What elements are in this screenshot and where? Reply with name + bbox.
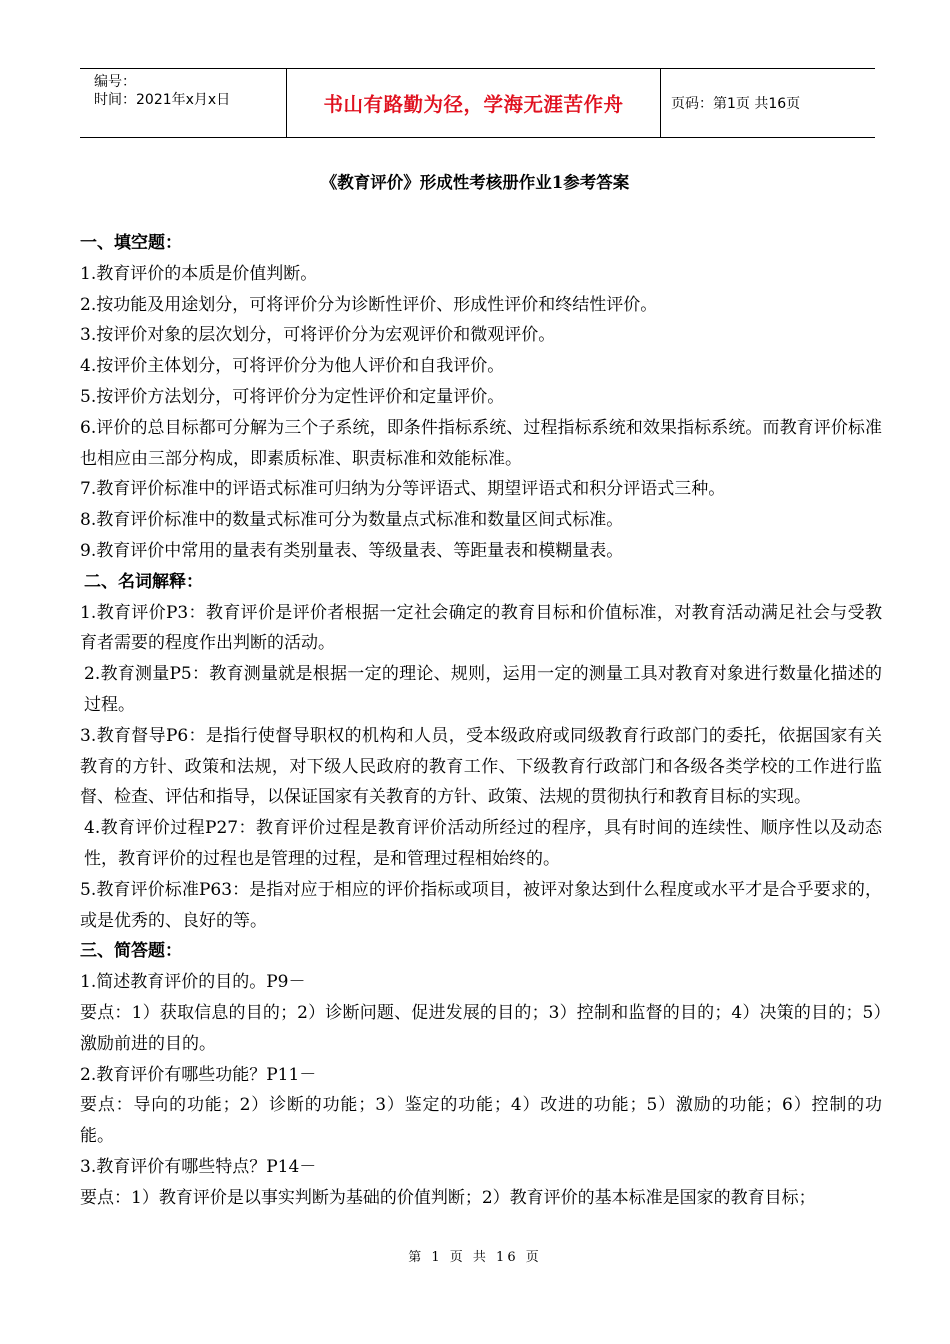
paragraph: 2.按功能及用途划分，可将评价分为诊断性评价、形成性评价和终结性评价。 [80,294,658,315]
page-header [80,68,875,138]
question: 1.简述教育评价的目的。P9－ [80,972,306,993]
paragraph: 7.教育评价标准中的评语式标准可归纳为分等评语式、期望评语式和积分评语式三种。 [80,479,726,500]
paragraph: 8.教育评价标准中的数量式标准可分为数量点式标准和数量区间式标准。 [80,510,624,531]
paragraph: 2.教育测量P5：教育测量就是根据一定的理论、规则，运用一定的测量工具对教育对象进行数量化描述的过程。 [84,664,882,715]
header-meta [80,69,286,137]
answer: 要点：1）教育评价是以事实判断为基础的价值判断；2）教育评价的基本标准是国家的教育目标； [80,1187,816,1208]
page-footer: 第 1 页 共 16 页 [408,1250,542,1265]
header-motto: 书山有路勤为径，学海无涯苦作舟 [286,69,661,137]
number-label: 编号： [94,74,136,90]
answer: 要点：导向的功能；2）诊断的功能；3）鉴定的功能；4）改进的功能；5）激励的功能；6）控制的功能。 [80,1095,882,1147]
paragraph: 9.教育评价中常用的量表有类别量表、等级量表、等距量表和模糊量表。 [80,540,624,561]
section-heading-short-answer: 三、简答题： [80,941,182,962]
paragraph: 4.按评价主体划分，可将评价分为他人评价和自我评价。 [80,356,505,377]
paragraph: 1.教育评价的本质是价值判断。 [80,263,318,284]
paragraph: 5.教育评价标准P63：是指对应于相应的评价指标或项目，被评对象达到什么程度或水平才是合乎要求的，或是优秀的、良好的等。 [80,879,882,931]
paragraph: 1.教育评价P3：教育评价是评价者根据一定社会确定的教育目标和价值标准，对教育活动满足社会与受教育者需要的程度作出判断的活动。 [80,602,882,654]
paragraph: 4.教育评价过程P27：教育评价过程是教育评价活动所经过的程序，具有时间的连续性、顺序性以及动态性，教育评价的过程也是管理的过程，是和管理过程相始终的。 [84,818,882,869]
section-heading-terms: 二、名词解释： [84,571,203,592]
paragraph: 3.按评价对象的层次划分，可将评价分为宏观评价和微观评价。 [80,325,556,346]
answer: 要点：1）获取信息的目的；2）诊断问题、促进发展的目的；3）控制和监督的目的；4）决策的目的；5）激励前进的目的。 [80,1002,882,1054]
time-label: 时间：2021年x月x日 [94,92,231,108]
header-page-info: 页码：第1页 共16页 [671,96,801,112]
document-title: 《教育评价》形成性考核册作业1参考答案 [320,173,630,192]
paragraph: 6.评价的总目标都可分解为三个子系统，即条件指标系统、过程指标系统和效果指标系统。而教育评价标准也相应由三部分构成，即素质标准、职责标准和效能标准。 [80,417,882,469]
paragraph: 3.教育督导P6：是指行使督导职权的机构和人员，受本级政府或同级教育行政部门的委托，依据国家有关教育的方针、政策和法规，对下级人民政府的教育工作、下级教育行政部门和各级各类学校的工作进行监督、检查、评估和指导，以保证国家有关教育的方针、政策、法规的贯彻执行和教育目标的实现。 [80,725,882,808]
document-body [80,228,882,1214]
paragraph: 5.按评价方法划分，可将评价分为定性评价和定量评价。 [80,386,505,407]
question: 3.教育评价有哪些特点？P14－ [80,1156,317,1177]
question: 2.教育评价有哪些功能？P11－ [80,1064,317,1085]
section-heading-fill-blank: 一、填空题： [80,233,182,253]
